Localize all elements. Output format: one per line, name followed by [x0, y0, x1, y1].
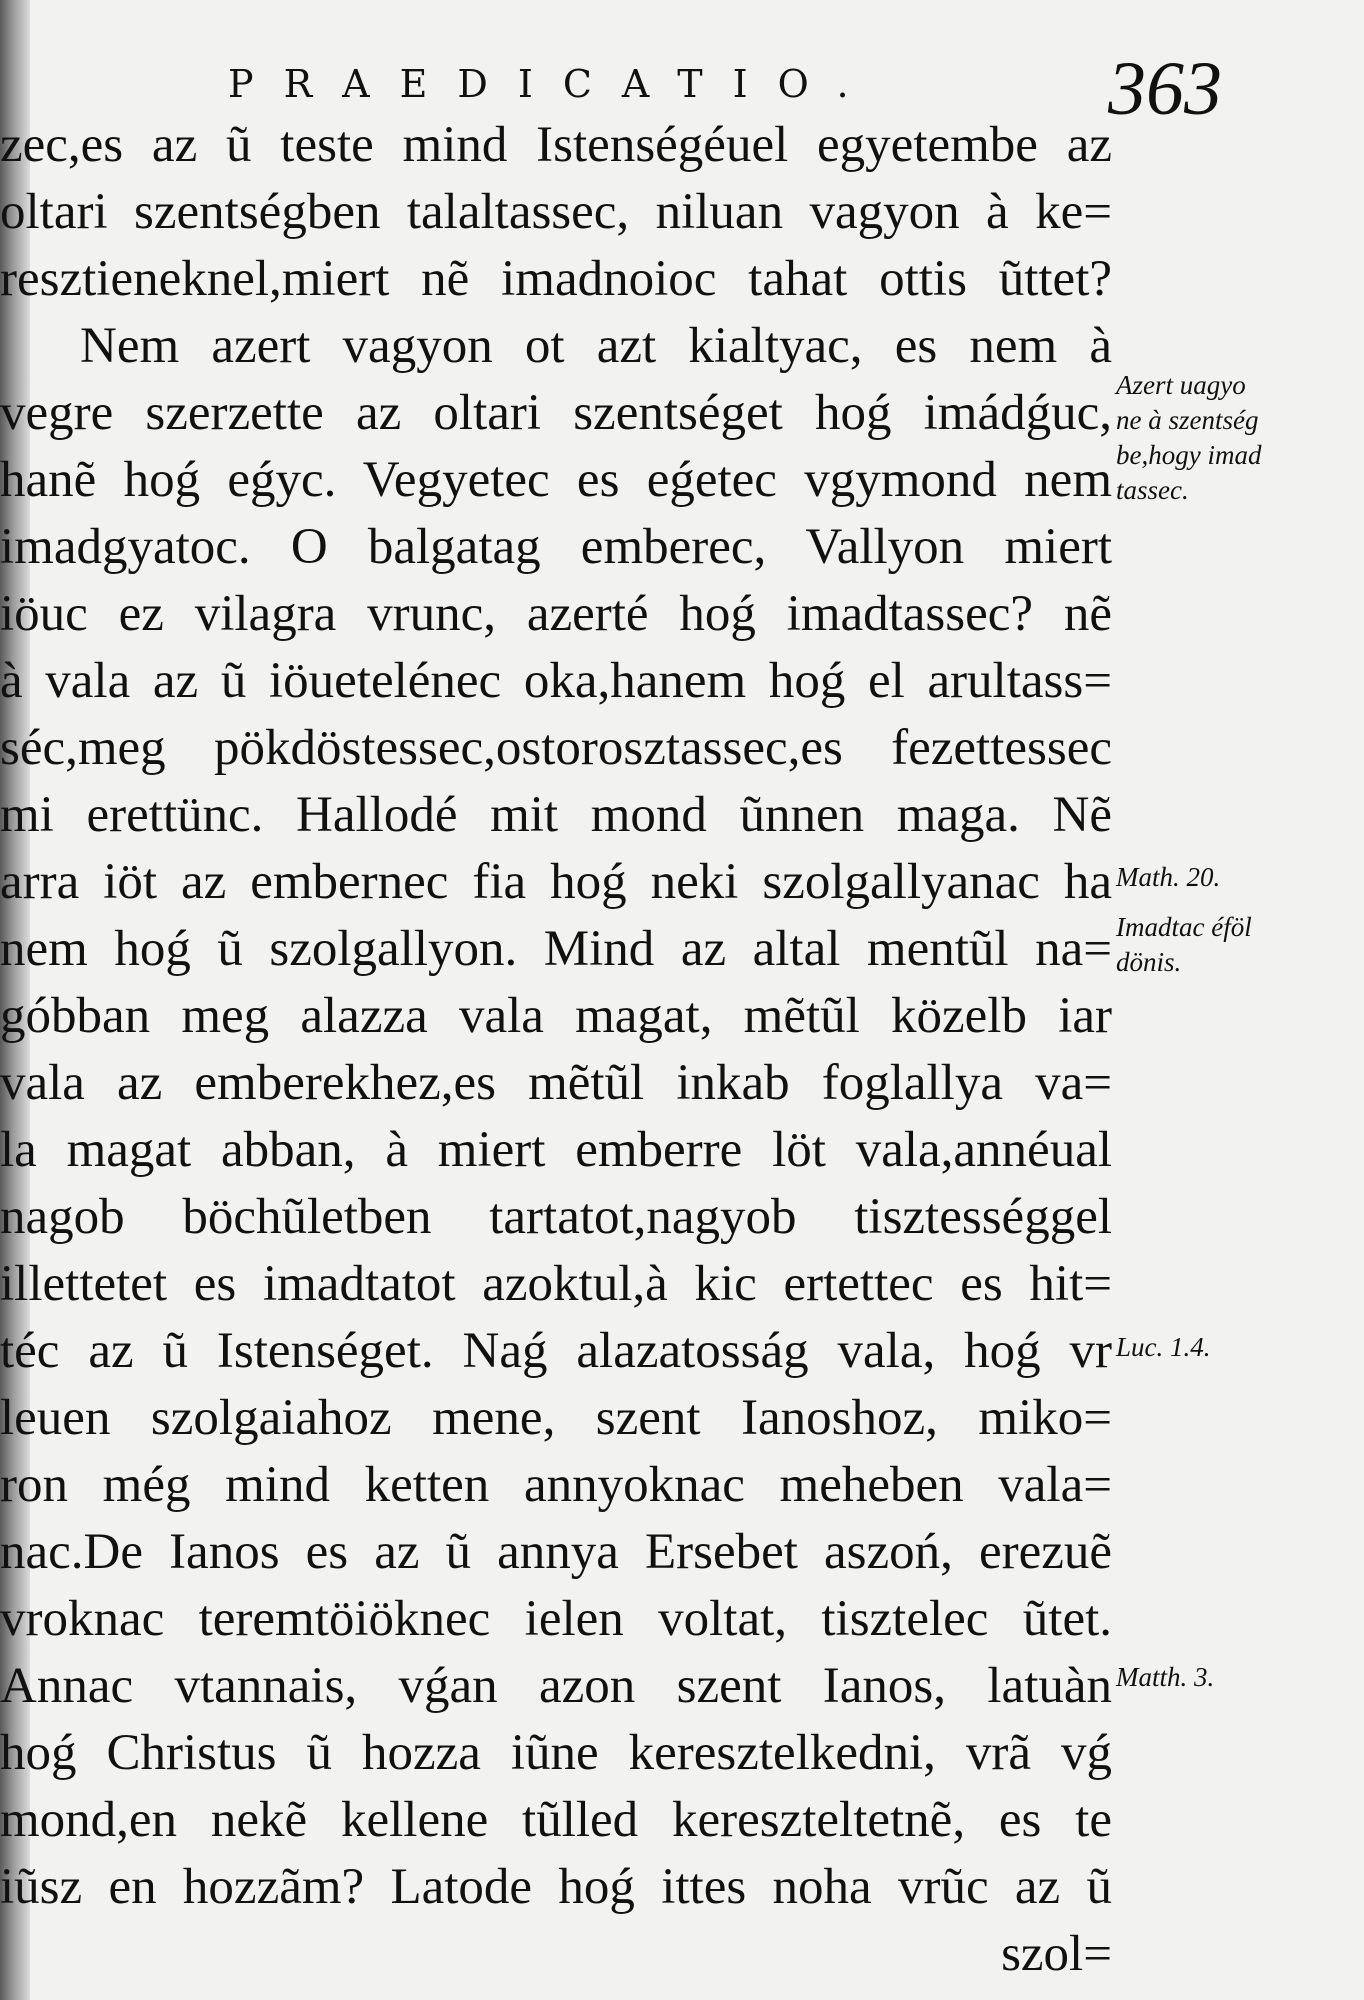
text-line-paragraph-start: Nem azert vagyon ot azt kialtyac, es nem à	[80, 318, 1112, 374]
text-line: vroknac teremtöiöknec ielen voltat, tisztelec ũtet.	[0, 1591, 1112, 1647]
text-line: à vala az ũ iöuetelénec oka,hanem hoǵ el arultass=	[0, 653, 1112, 709]
text-line: iũsz en hozzãm? Latode hoǵ ittes noha vrũc az ũ	[0, 1859, 1112, 1915]
margin-note-reference	[1116, 860, 1356, 895]
margin-note-line: Azert uagyo	[1116, 370, 1246, 400]
text-line: iöuc ez vilagra vrunc, azerté hoǵ imadtassec? nẽ	[0, 586, 1112, 642]
text-line: la magat abban, à miert emberre löt vala,annéual	[0, 1122, 1112, 1178]
margin-note-line: tassec.	[1116, 475, 1189, 505]
text-line: zec,es az ũ teste mind Istenségéuel egyetembe az	[0, 117, 1112, 173]
margin-note-line: Luc. 1.4.	[1116, 1332, 1211, 1362]
text-line: imadgyatoc. O balgatag emberec, Vallyon miert	[0, 519, 1112, 575]
margin-note-reference	[1116, 1330, 1356, 1365]
text-line: hoǵ Christus ũ hozza iũne keresztelkedni, vrã vǵ	[0, 1725, 1112, 1781]
margin-note-line: ne à szentség	[1116, 405, 1259, 435]
margin-note-line: dönis.	[1116, 947, 1182, 977]
text-line: vegre szerzette az oltari szentséget hoǵ imádǵuc,	[0, 385, 1112, 441]
text-line: leuen szolgaiahoz mene, szent Ianoshoz, miko=	[0, 1390, 1112, 1446]
margin-note-line: Matth. 3.	[1116, 1662, 1215, 1692]
margin-note	[1116, 910, 1356, 980]
margin-note-line: Imadtac éföl	[1116, 912, 1252, 942]
text-line: góbban meg alazza vala magat, mẽtũl közelb iar	[0, 988, 1112, 1044]
text-line: mond,en nekẽ kellene tũlled kereszteltetnẽ, es te	[0, 1792, 1112, 1848]
text-line: vala az emberekhez,es mẽtũl inkab foglallya va=	[0, 1055, 1112, 1111]
running-head: PRAEDICATIO.	[228, 62, 879, 106]
text-line: téc az ũ Istenséget. Naǵ alazatosság vala, hoǵ vr	[0, 1323, 1112, 1379]
margin-note	[1116, 368, 1356, 508]
text-line: ron még mind ketten annyoknac meheben vala=	[0, 1457, 1112, 1513]
text-line: mi erettünc. Hallodé mit mond ũnnen maga. Nẽ	[0, 787, 1112, 843]
margin-note-line: Math. 20.	[1116, 862, 1221, 892]
text-line: nem hoǵ ũ szolgallyon. Mind az altal mentũl na=	[0, 921, 1112, 977]
text-line: oltari szentségben talaltassec, niluan vagyon à ke=	[0, 184, 1112, 240]
text-line: illettetet es imadtatot azoktul,à kic ertettec es hit=	[0, 1256, 1112, 1312]
page-number: 363	[1108, 47, 1222, 131]
text-line: séc,meg pökdöstessec,ostorosztassec,es fezettessec	[0, 720, 1112, 776]
text-line: hanẽ hoǵ eǵyc. Vegyetec es eǵetec vgymond nem	[0, 452, 1112, 508]
text-line: nagob böchũletben tartatot,nagyob tisztességgel	[0, 1189, 1112, 1245]
text-line: nac.De Ianos es az ũ annya Ersebet aszoń, erezuẽ	[0, 1524, 1112, 1580]
margin-note-line: be,hogy imad	[1116, 440, 1262, 470]
text-line: resztieneknel,miert nẽ imadnoioc tahat ottis ũttet?	[0, 251, 1112, 307]
margin-notes	[1116, 0, 1364, 2000]
margin-note-reference	[1116, 1660, 1356, 1695]
text-line: Annac vtannais, vǵan azon szent Ianos, latuàn	[0, 1658, 1112, 1714]
text-line: arra iöt az embernec fia hoǵ neki szolgallyanac ha	[0, 854, 1112, 910]
catchword: szol=	[1001, 1926, 1112, 1982]
